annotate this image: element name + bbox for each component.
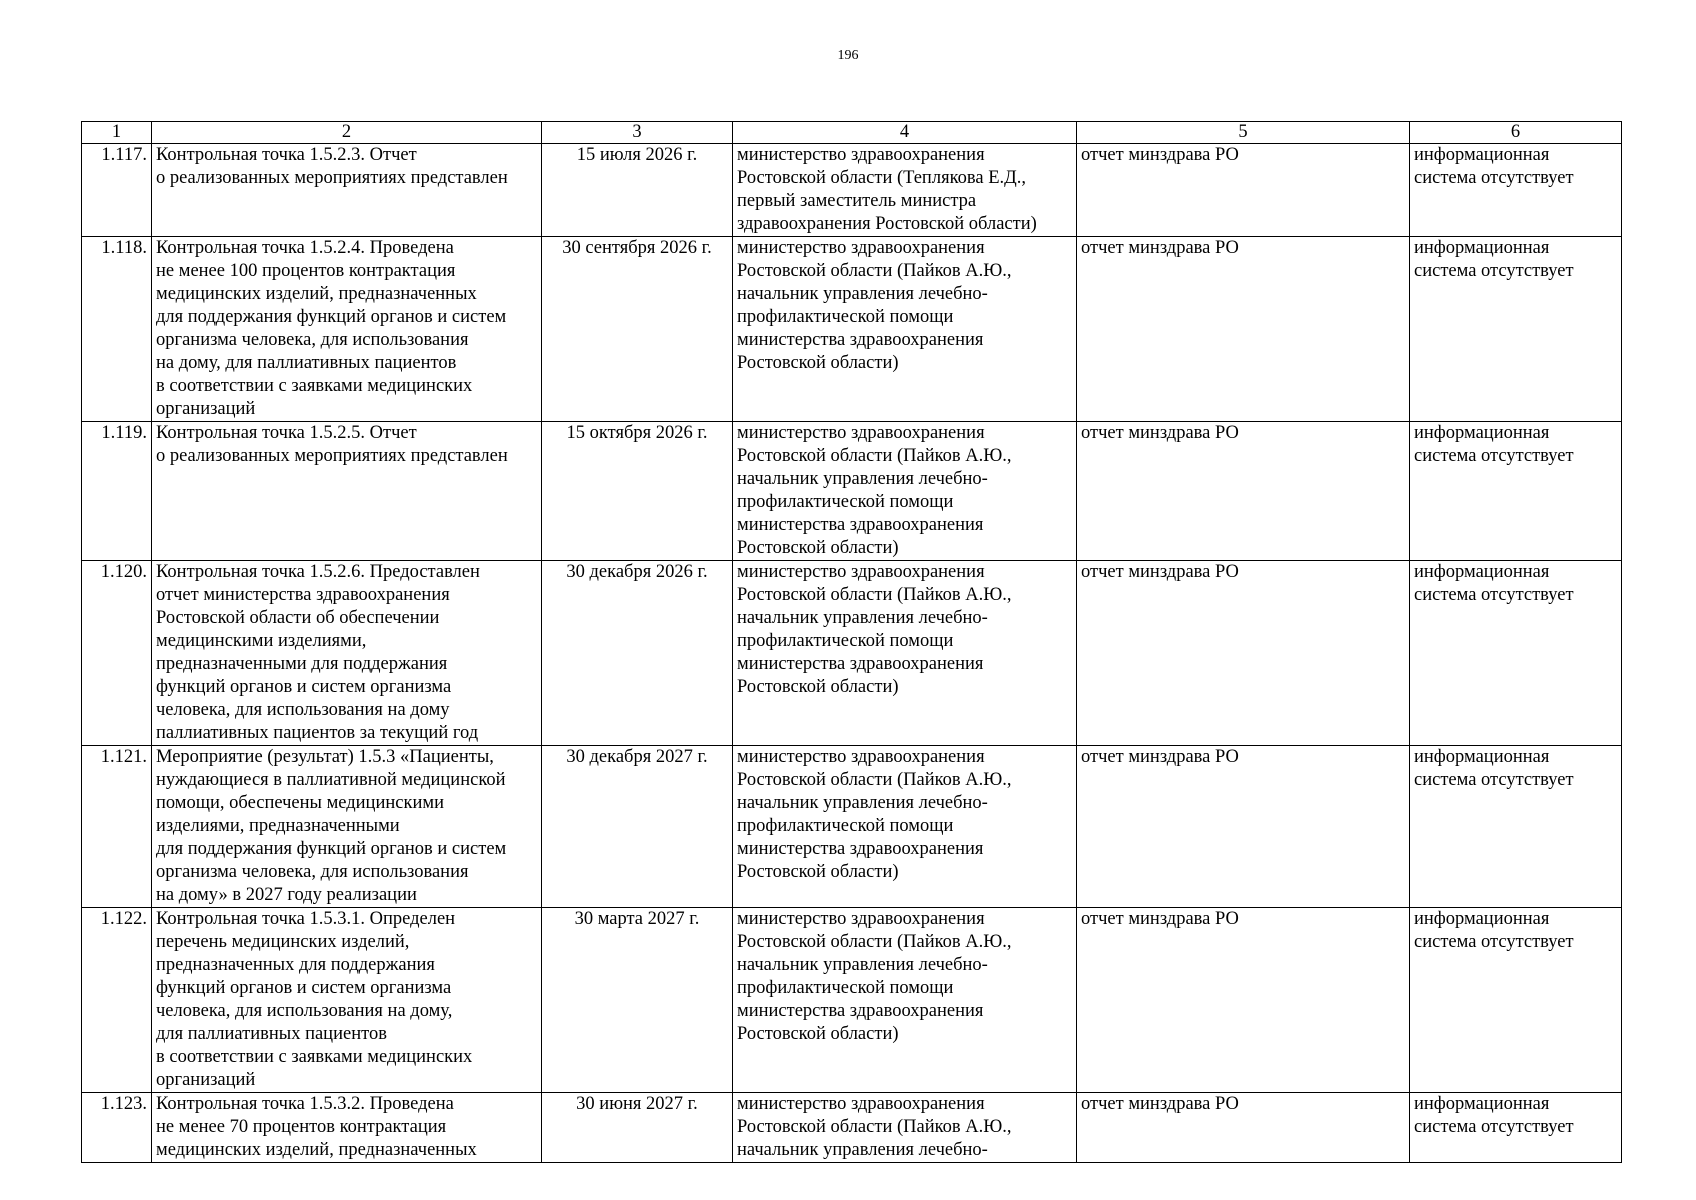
row-document: отчет минздрава РО [1077, 422, 1410, 561]
row-number: 1.119. [82, 422, 152, 561]
header-row [82, 122, 1622, 144]
row-name: Мероприятие (результат) 1.5.3 «Пациенты, нуждающиеся в паллиативной медицинской помощи, обеспечены медицинскими изделиями, предназначенными для поддержания функций органов и систем организма человека, для использования на дому» в 2027 году реализации [152, 746, 542, 908]
row-responsible: министерство здравоохранения Ростовской области (Пайков А.Ю., начальник управления лечебно- [733, 1093, 1077, 1163]
row-number: 1.117. [82, 144, 152, 237]
row-date: 30 декабря 2027 г. [542, 746, 733, 908]
row-document: отчет минздрава РО [1077, 908, 1410, 1093]
row-number: 1.122. [82, 908, 152, 1093]
row-date: 30 марта 2027 г. [542, 908, 733, 1093]
row-responsible: министерство здравоохранения Ростовской области (Пайков А.Ю., начальник управления лечебно- профилактической помощи министерства здравоохранения Ростовской области) [733, 561, 1077, 746]
row-name: Контрольная точка 1.5.2.4. Проведена не менее 100 процентов контрактация медицинских изделий, предназначенных для поддержания функций органов и систем организма человека, для использования на дому, для паллиативных пациентов в соответствии с заявками медицинских организаций [152, 237, 542, 422]
row-number: 1.120. [82, 561, 152, 746]
row-date: 30 сентября 2026 г. [542, 237, 733, 422]
row-document: отчет минздрава РО [1077, 1093, 1410, 1163]
row-system: информационная система отсутствует [1410, 561, 1622, 746]
column-header-4: 4 [733, 122, 1077, 144]
row-system: информационная система отсутствует [1410, 422, 1622, 561]
table-row [82, 1093, 1622, 1163]
row-number: 1.118. [82, 237, 152, 422]
table-row [82, 144, 1622, 237]
table-row [82, 746, 1622, 908]
row-document: отчет минздрава РО [1077, 561, 1410, 746]
column-header-3: 3 [542, 122, 733, 144]
row-date: 15 июля 2026 г. [542, 144, 733, 237]
row-date: 30 декабря 2026 г. [542, 561, 733, 746]
row-name: Контрольная точка 1.5.3.2. Проведена не менее 70 процентов контрактация медицинских изделий, предназначенных [152, 1093, 542, 1163]
row-responsible: министерство здравоохранения Ростовской области (Пайков А.Ю., начальник управления лечебно- профилактической помощи министерства здравоохранения Ростовской области) [733, 237, 1077, 422]
page-number: 196 [837, 48, 859, 63]
table-row [82, 908, 1622, 1093]
column-header-6: 6 [1410, 122, 1622, 144]
table-row [82, 561, 1622, 746]
row-system: информационная система отсутствует [1410, 144, 1622, 237]
row-number: 1.121. [82, 746, 152, 908]
row-responsible: министерство здравоохранения Ростовской области (Пайков А.Ю., начальник управления лечебно- профилактической помощи министерства здравоохранения Ростовской области) [733, 746, 1077, 908]
column-header-2: 2 [152, 122, 542, 144]
plan-table [81, 121, 1622, 1163]
row-responsible: министерство здравоохранения Ростовской области (Теплякова Е.Д., первый заместитель министра здравоохранения Ростовской области) [733, 144, 1077, 237]
row-number: 1.123. [82, 1093, 152, 1163]
row-name: Контрольная точка 1.5.2.5. Отчет о реализованных мероприятиях представлен [152, 422, 542, 561]
row-system: информационная система отсутствует [1410, 746, 1622, 908]
row-document: отчет минздрава РО [1077, 237, 1410, 422]
table-row [82, 422, 1622, 561]
row-responsible: министерство здравоохранения Ростовской области (Пайков А.Ю., начальник управления лечебно- профилактической помощи министерства здравоохранения Ростовской области) [733, 908, 1077, 1093]
row-name: Контрольная точка 1.5.3.1. Определен перечень медицинских изделий, предназначенных для поддержания функций органов и систем организма человека, для использования на дому, для паллиативных пациентов в соответствии с заявками медицинских организаций [152, 908, 542, 1093]
row-responsible: министерство здравоохранения Ростовской области (Пайков А.Ю., начальник управления лечебно- профилактической помощи министерства здравоохранения Ростовской области) [733, 422, 1077, 561]
column-header-1: 1 [82, 122, 152, 144]
table-row [82, 237, 1622, 422]
row-system: информационная система отсутствует [1410, 237, 1622, 422]
row-document: отчет минздрава РО [1077, 144, 1410, 237]
row-name: Контрольная точка 1.5.2.6. Предоставлен отчет министерства здравоохранения Ростовской области об обеспечении медицинскими изделиями, предназначенными для поддержания функций органов и систем организма человека, для использования на дому паллиативных пациентов за текущий год [152, 561, 542, 746]
row-system: информационная система отсутствует [1410, 1093, 1622, 1163]
row-date: 30 июня 2027 г. [542, 1093, 733, 1163]
row-date: 15 октября 2026 г. [542, 422, 733, 561]
row-document: отчет минздрава РО [1077, 746, 1410, 908]
row-name: Контрольная точка 1.5.2.3. Отчет о реализованных мероприятиях представлен [152, 144, 542, 237]
column-header-5: 5 [1077, 122, 1410, 144]
row-system: информационная система отсутствует [1410, 908, 1622, 1093]
